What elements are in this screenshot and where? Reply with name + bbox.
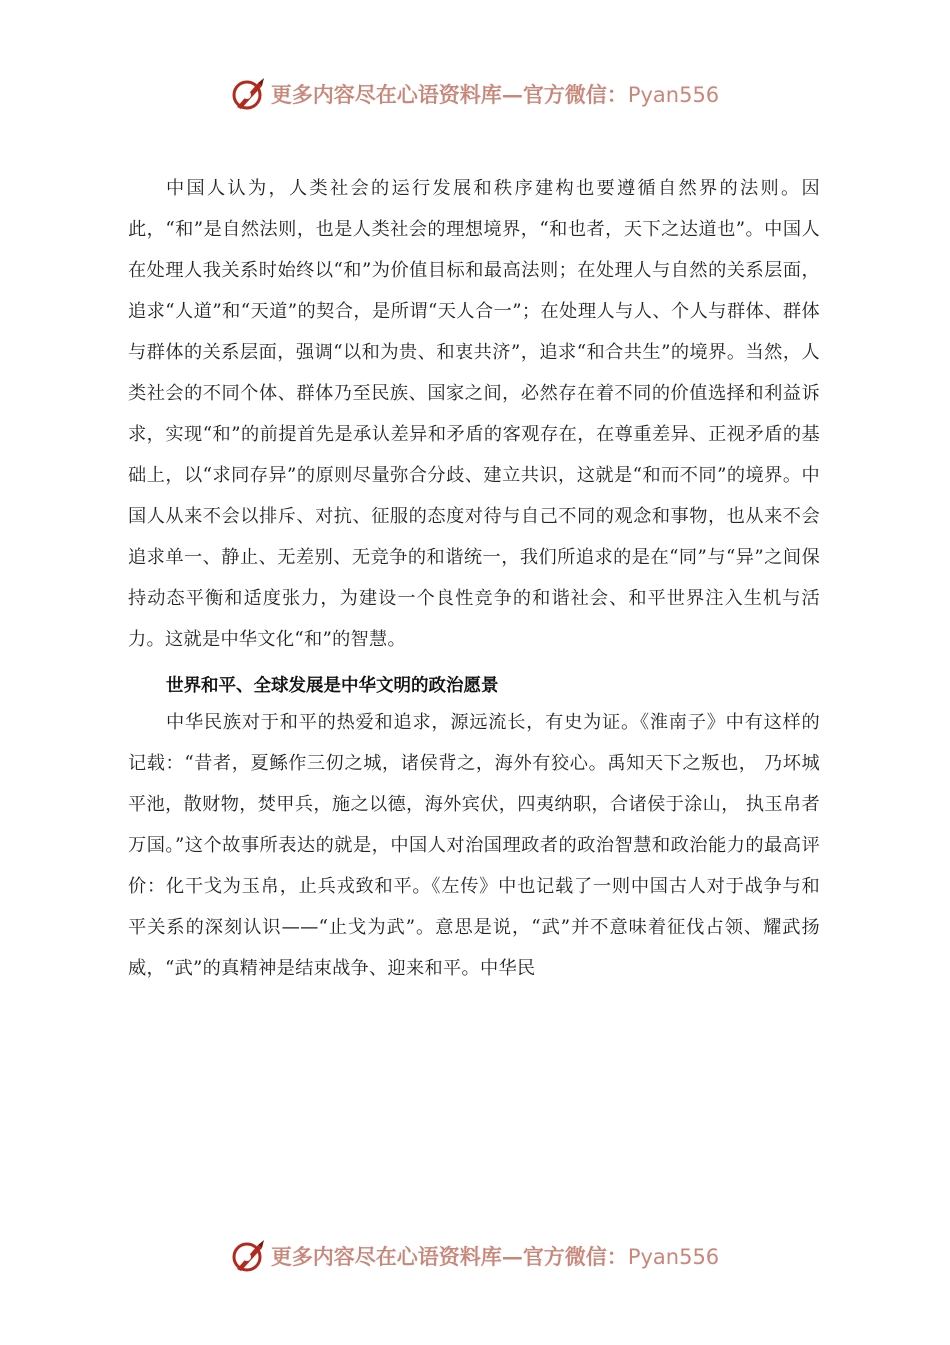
footer-watermark xyxy=(0,1234,950,1278)
pen-circle-logo-icon xyxy=(231,1239,265,1273)
watermark-label: 官方微信： xyxy=(522,82,628,107)
document-body xyxy=(128,168,820,989)
watermark-main: 更多内容尽在心语资料库 xyxy=(270,1244,502,1269)
watermark-wechat-id: Pyan556 xyxy=(627,1245,720,1269)
watermark-text xyxy=(271,79,719,109)
paragraph-peace: 中华民族对于和平的热爱和追求，源远流长，有史为证。《淮南子》中有这样的记载：“昔者，夏鲧作三仞之城，诸侯背之，海外有狡心。禹知天下之叛也， 乃坏城平池，散财物，焚甲兵，施之以德，海外宾伏，四夷纳职，合诸侯于涂山， 执玉帛者万国。”这个故事所表达的就是，中国人对治国理政者的政治智慧和政治能力的最高评价：化干戈为玉帛，止兵戎致和平。《左传》中也记载了一则中国古人对于战争与和平关系的深刻认识——“止戈为武”。意思是说，“武”并不意味着征伐占领、耀武扬威，“武”的真精神是结束战争、迎来和平。中华民 xyxy=(128,712,820,979)
watermark-separator: — xyxy=(501,1244,523,1269)
section-heading: 世界和平、全球发展是中华文明的政治愿景 xyxy=(166,676,499,696)
watermark-text xyxy=(271,1241,719,1271)
watermark-separator: — xyxy=(501,82,523,107)
watermark-label: 官方微信： xyxy=(522,1244,628,1269)
paragraph-harmony: 中国人认为，人类社会的运行发展和秩序建构也要遵循自然界的法则。因此，“和”是自然法则，也是人类社会的理想境界，“和也者，天下之达道也”。中国人在处理人我关系时始终以“和”为价值目标和最高法则；在处理人与自然的关系层面，追求“人道”和“天道”的契合，是所谓“天人合一”；在处理人与人、个人与群体、群体与群体的关系层面，强调“以和为贵、和衷共济”，追求“和合共生”的境界。当然，人类社会的不同个体、群体乃至民族、国家之间，必然存在着不同的价值选择和利益诉求，实现“和”的前提首先是承认差异和矛盾的客观存在，在尊重差异、正视矛盾的基础上，以“求同存异”的原则尽量弥合分歧、建立共识，这就是“和而不同”的境界。中国人从来不会以排斥、对抗、征服的态度对待与自己不同的观念和事物，也从来不会追求单一、静止、无差别、无竞争的和谐统一，我们所追求的是在“同”与“异”之间保持动态平衡和适度张力，为建设一个良性竞争的和谐社会、和平世界注入生机与活力。这就是中华文化“和”的智慧。 xyxy=(128,178,820,650)
pen-circle-logo-icon xyxy=(231,77,265,111)
watermark-wechat-id: Pyan556 xyxy=(627,83,720,107)
header-watermark xyxy=(0,72,950,116)
watermark-main: 更多内容尽在心语资料库 xyxy=(270,82,502,107)
